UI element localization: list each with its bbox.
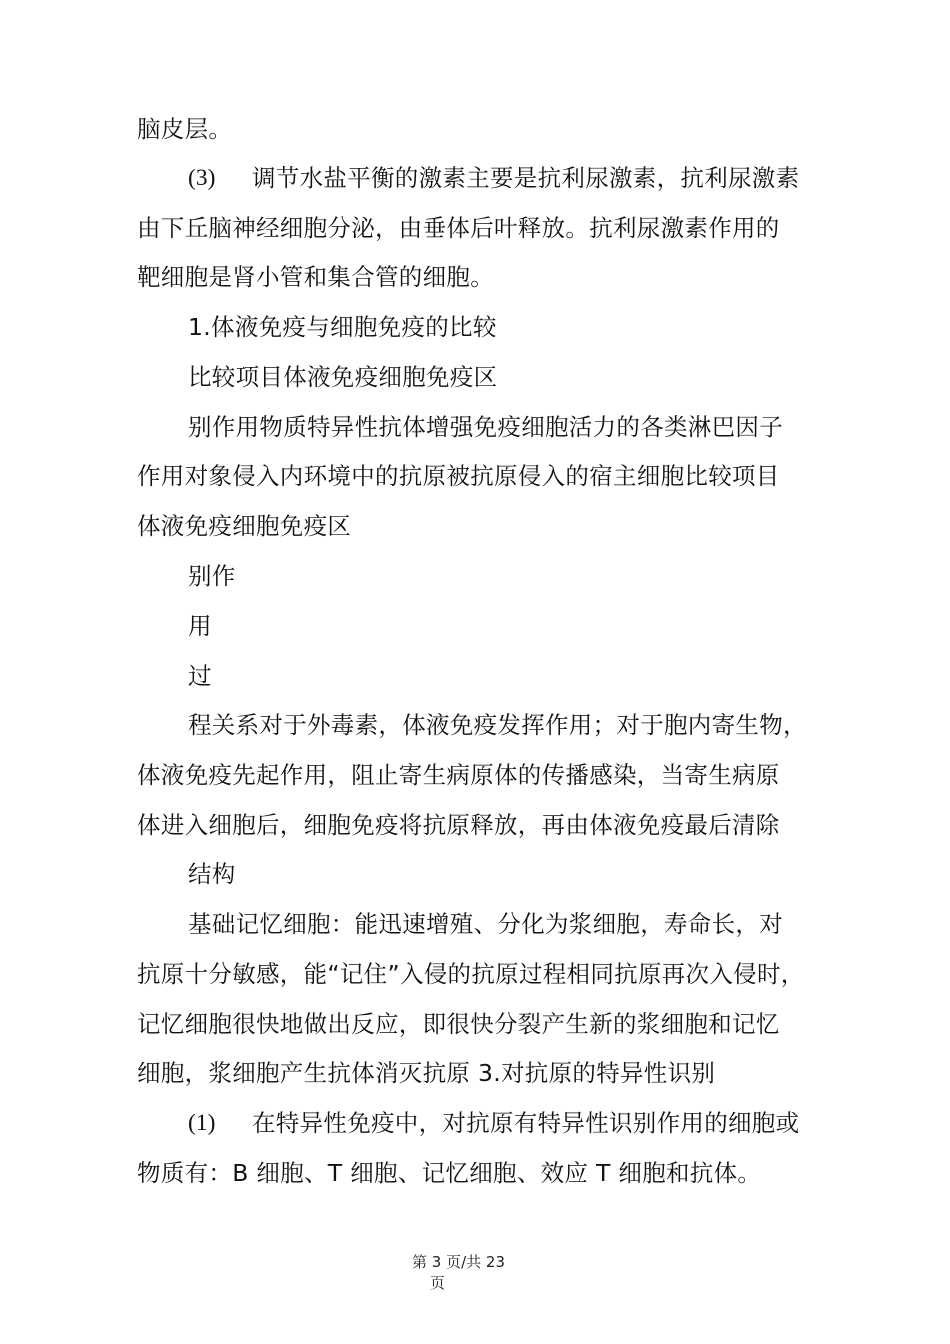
text-line: 用: [188, 612, 212, 640]
text-line: 作用对象侵入内环境中的抗原被抗原侵入的宿主细胞比较项目: [137, 462, 780, 490]
page-footer-suffix: 页: [430, 1274, 446, 1292]
text-line: 靶细胞是肾小管和集合管的细胞。: [137, 263, 494, 291]
text-line: 体液免疫先起作用，阻止寄生病原体的传播感染，当寄生病原: [137, 761, 780, 789]
text-line: 体液免疫细胞免疫区: [137, 512, 352, 540]
item-number: (1): [188, 1110, 216, 1136]
text-line: 调节水盐平衡的激素主要是抗利尿激素，抗利尿激素: [252, 164, 800, 192]
page-footer-number: 第 3 页/共 23: [412, 1253, 505, 1271]
text-line: 结构: [188, 860, 236, 888]
text-line: 别作用物质特异性抗体增强免疫细胞活力的各类淋巴因子: [188, 413, 783, 441]
text-line: 别作: [188, 562, 236, 590]
text-line: 物质有：B 细胞、T 细胞、记忆细胞、效应 T 细胞和抗体。: [137, 1159, 762, 1187]
text-line: 记忆细胞很快地做出反应，即很快分裂产生新的浆细胞和记忆: [137, 1010, 780, 1038]
text-line: 过: [188, 662, 212, 690]
text-line: 体进入细胞后，细胞免疫将抗原释放，再由体液免疫最后清除: [137, 811, 780, 839]
section-heading: 1.体液免疫与细胞免疫的比较: [188, 313, 497, 341]
text-line: 在特异性免疫中，对抗原有特异性识别作用的细胞或: [252, 1109, 800, 1137]
text-line: 比较项目体液免疫细胞免疫区: [188, 363, 498, 391]
item-number: (3): [188, 165, 216, 191]
text-line: 细胞，浆细胞产生抗体消灭抗原 3.对抗原的特异性识别: [137, 1059, 716, 1087]
text-line: 由下丘脑神经细胞分泌，由垂体后叶释放。抗利尿激素作用的: [137, 214, 780, 242]
text-line: 脑皮层。: [137, 115, 233, 143]
text-line: 程关系对于外毒素，体液免疫发挥作用；对于胞内寄生物，: [188, 711, 807, 739]
text-line: 基础记忆细胞：能迅速增殖、分化为浆细胞，寿命长，对: [188, 910, 783, 938]
text-line: 抗原十分敏感，能“记住”入侵的抗原过程相同抗原再次入侵时，: [137, 960, 805, 988]
